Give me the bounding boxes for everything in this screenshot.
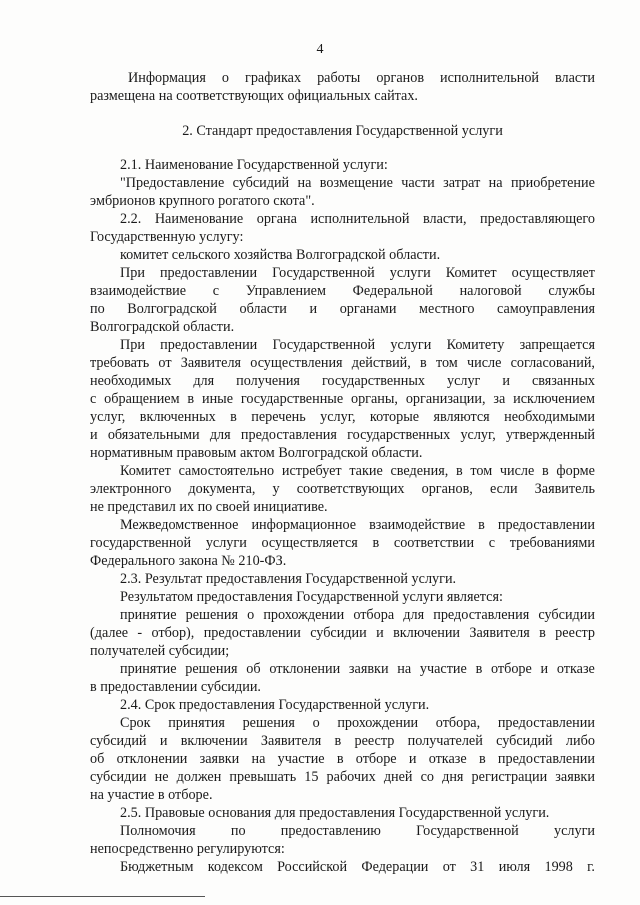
text-line: 2.1. Наименование Государственной услуги: [120, 157, 388, 173]
text-line: Государственную услугу: [90, 229, 244, 245]
text-line: не представил их по своей инициативе. [90, 499, 328, 515]
text-line: получателей субсидии; [90, 643, 230, 659]
text-line: "Предоставление субсидий на возмещение части затрат на приобретение [120, 175, 595, 191]
text-line: нормативным правовым актом Волгоградской области. [90, 445, 423, 461]
text-line: об отклонении заявки на участие в отборе и отказе в предоставлении [90, 751, 595, 767]
text-line: требовать от Заявителя осуществления действий, в том числе согласований, [90, 355, 595, 371]
text-line: Полномочия по предоставлению Государственной услуги [120, 823, 595, 839]
text-line: 2.3. Результат предоставления Государственной услуги. [120, 571, 457, 587]
text-line: Волгоградской области. [90, 319, 235, 335]
text-line: размещена на соответствующих официальных сайтах. [90, 88, 418, 104]
text-line: эмбрионов крупного рогатого скота". [90, 193, 315, 209]
text-line: электронного документа, у соответствующих органов, если Заявитель [90, 481, 595, 497]
text-line: Федерального закона № 210-ФЗ. [90, 553, 287, 569]
text-line: субсидий и включении Заявителя в реестр получателей субсидий либо [90, 733, 595, 749]
text-line: 2.4. Срок предоставления Государственной услуги. [120, 697, 430, 713]
text-line: Комитет самостоятельно истребует такие сведения, в том числе в форме [120, 463, 595, 479]
text-line: 2.2. Наименование органа исполнительной власти, предоставляющего [120, 211, 595, 227]
text-line: 2.5. Правовые основания для предоставления Государственной услуги. [120, 805, 550, 821]
text-line: Межведомственное информационное взаимодействие в предоставлении [120, 517, 595, 533]
text-line: (далее - отбор), предоставлении субсидии и включении Заявителя в реестр [90, 625, 595, 641]
text-line: непосредственно регулируются: [90, 841, 285, 857]
text-line: в предоставлении субсидии. [90, 679, 261, 695]
text-line: взаимодействие с Управлением Федеральной налоговой службы [90, 283, 595, 299]
text-line: с обращением в иные государственные органы, организации, за исключением [90, 391, 595, 407]
page-number: 4 [316, 42, 324, 57]
text-line: Бюджетным кодексом Российской Федерации от 31 июля 1998 г. [120, 859, 595, 875]
text-line: государственной услуги осуществляется в соответствии с требованиями [90, 535, 595, 551]
text-line: принятие решения об отклонении заявки на участие в отборе и отказе [120, 661, 595, 677]
footnote-rule [0, 896, 205, 897]
text-line: необходимых для получения государственных услуг и связанных [90, 373, 595, 389]
text-line: При предоставлении Государственной услуги Комитету запрещается [120, 337, 595, 353]
text-line: и обязательными для предоставления государственных услуг, утвержденный [90, 427, 595, 443]
text-line: принятие решения о прохождении отбора для предоставления субсидии [120, 607, 595, 623]
text-line: 2. Стандарт предоставления Государственной услуги [182, 123, 503, 139]
text-line: комитет сельского хозяйства Волгоградской области. [120, 247, 441, 263]
text-line: Информация о графиках работы органов исполнительной власти [128, 70, 595, 86]
text-line: Результатом предоставления Государственной услуги является: [120, 589, 503, 605]
text-line: субсидии не должен превышать 15 рабочих дней со дня регистрации заявки [90, 769, 595, 785]
text-line: При предоставлении Государственной услуги Комитет осуществляет [120, 265, 595, 281]
text-line: на участие в отборе. [90, 787, 213, 803]
text-line: Срок принятия решения о прохождении отбора, предоставлении [120, 715, 595, 731]
text-line: услуг, включенных в перечень услуг, которые являются необходимыми [90, 409, 595, 425]
text-line: по Волгоградской области и органами местного самоуправления [90, 301, 595, 317]
